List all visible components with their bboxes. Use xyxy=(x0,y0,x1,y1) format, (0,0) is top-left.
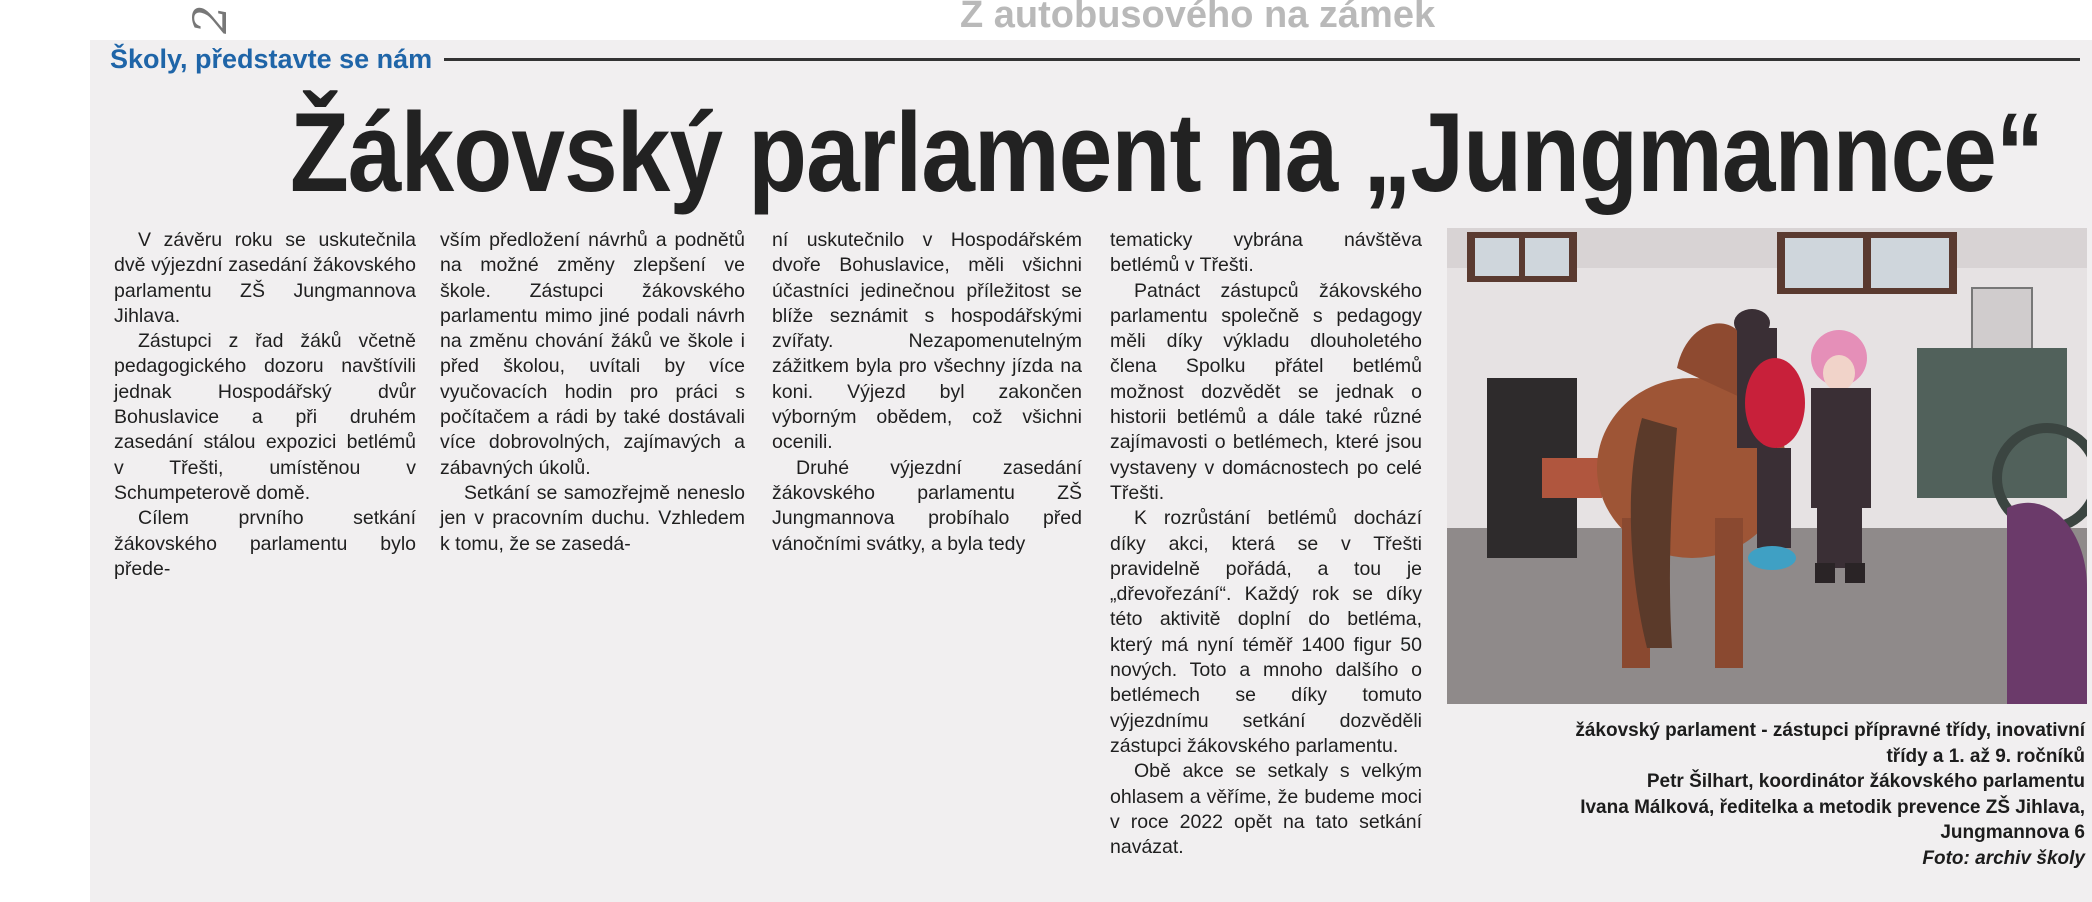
article-headline: Žákovský parlament na „Jungmannce“ xyxy=(290,90,2044,215)
paragraph: K rozrůstání betlémů dochází díky akci, která se v Třešti pravidelně pořádá, a tou je „dřevořezání“. Každý rok se díky této aktivitě doplní do betléma, který má nyní téměř 1400 figur 50 nových. Toto a mnoho dalšího o betlémech se díky tomuto výjezdnímu setkání dozvěděli zástupci žákovského parlamentu. xyxy=(1110,507,1422,757)
article-photo xyxy=(1447,228,2087,704)
paragraph: Setkání se samozřejmě neneslo jen v pracovním duchu. Vzhledem k tomu, že se zasedá- xyxy=(440,481,745,555)
photo-child-boots xyxy=(1748,546,1796,570)
paragraph: Obě akce se setkaly s velkým ohlasem a věříme, že budeme moci v roce 2022 opět na tato setkání navázat. xyxy=(1110,760,1422,859)
caption-line: žákovský parlament - zástupci přípravné třídy, inovativní xyxy=(1575,720,2085,741)
photo-caption xyxy=(1440,718,2085,871)
article-column-2 xyxy=(440,228,745,557)
photo-cart xyxy=(1917,348,2067,498)
caption-line: třídy a 1. až 9. ročníků xyxy=(1886,745,2085,767)
paragraph: vším předložení návrhů a podnětů na možné změny zlepšení ve škole. Zástupci žákovského parlamentu mimo jiné podali návrh na změnu chování žáků ve škole i před školou, uvítali by více vyučovacích hodin pro práci s počítačem a rádi by také dostávali více dobrovolných, zajímavých a zábavných úkolů. xyxy=(440,229,745,479)
article-column-3 xyxy=(772,228,1082,557)
caption-line: Ivana Málková, ředitelka a metodik prevence ZŠ Jihlava, xyxy=(1580,796,2085,818)
article-column-4 xyxy=(1110,228,1422,860)
paragraph: Cílem prvního setkání žákovského parlamentu bylo přede- xyxy=(114,507,416,580)
photo-credit: Foto: archiv školy xyxy=(1922,847,2085,869)
photo-crate xyxy=(1542,458,1602,498)
paragraph: V závěru roku se uskutečnila dvě výjezdní zasedání žákovského parlamentu ZŠ Jungmannova Jihlava. xyxy=(114,229,416,327)
photo-child-dark-jacket xyxy=(1811,388,1871,508)
caption-line: Petr Šilhart, koordinátor žákovského parlamentu xyxy=(1646,771,2085,792)
paragraph: tematicky vybrána návštěva betlémů v Třešti. xyxy=(1110,229,1422,277)
photo-child-red-jacket xyxy=(1745,358,1805,448)
caption-line: Jungmannova 6 xyxy=(1940,822,2085,843)
paragraph: Druhé výjezdní zasedání žákovského parlamentu ZŠ Jungmannova probíhalo před vánočními svátky, a byla tedy xyxy=(772,456,1082,555)
section-label: Školy, představte se nám xyxy=(110,43,433,74)
photo-horse-leg xyxy=(1715,518,1743,668)
article-column-1 xyxy=(114,228,416,582)
adjacent-page-bleed: Z autobusového na zámek xyxy=(960,0,1436,36)
photo-illustration xyxy=(1447,228,2087,704)
paragraph: ní uskutečnilo v Hospodářském dvoře Bohuslavice, měli všichni účastníci jedinečnou příležitost se blíže seznámit s hospodářskými zvířaty. Nezapomenutelným zážitkem byla pro všechny jízda na koni. Výjezd byl zakončen výborným obědem, což všichni ocenili. xyxy=(772,229,1082,454)
section-header xyxy=(110,42,2080,76)
paragraph: Patnáct zástupců žákovského parlamentu společně s pedagogy měli díky výkladu dlouholetého člena Spolku přátel betlémů možnost dozvědět se jednak o historii betlémů a dále také různé zajímavosti o betlémech, které jsou vystaveny v domácnostech po celé Třešti. xyxy=(1110,279,1422,504)
section-rule xyxy=(444,58,2080,61)
paragraph: Zástupci z řad žáků včetně pedagogického dozoru navštívili jednak Hospodářský dvůr Bohuslavice a při druhém zasedání stálou expozici betlémů v Třešti, umístěnou v Schumpeterově domě. xyxy=(114,330,416,504)
